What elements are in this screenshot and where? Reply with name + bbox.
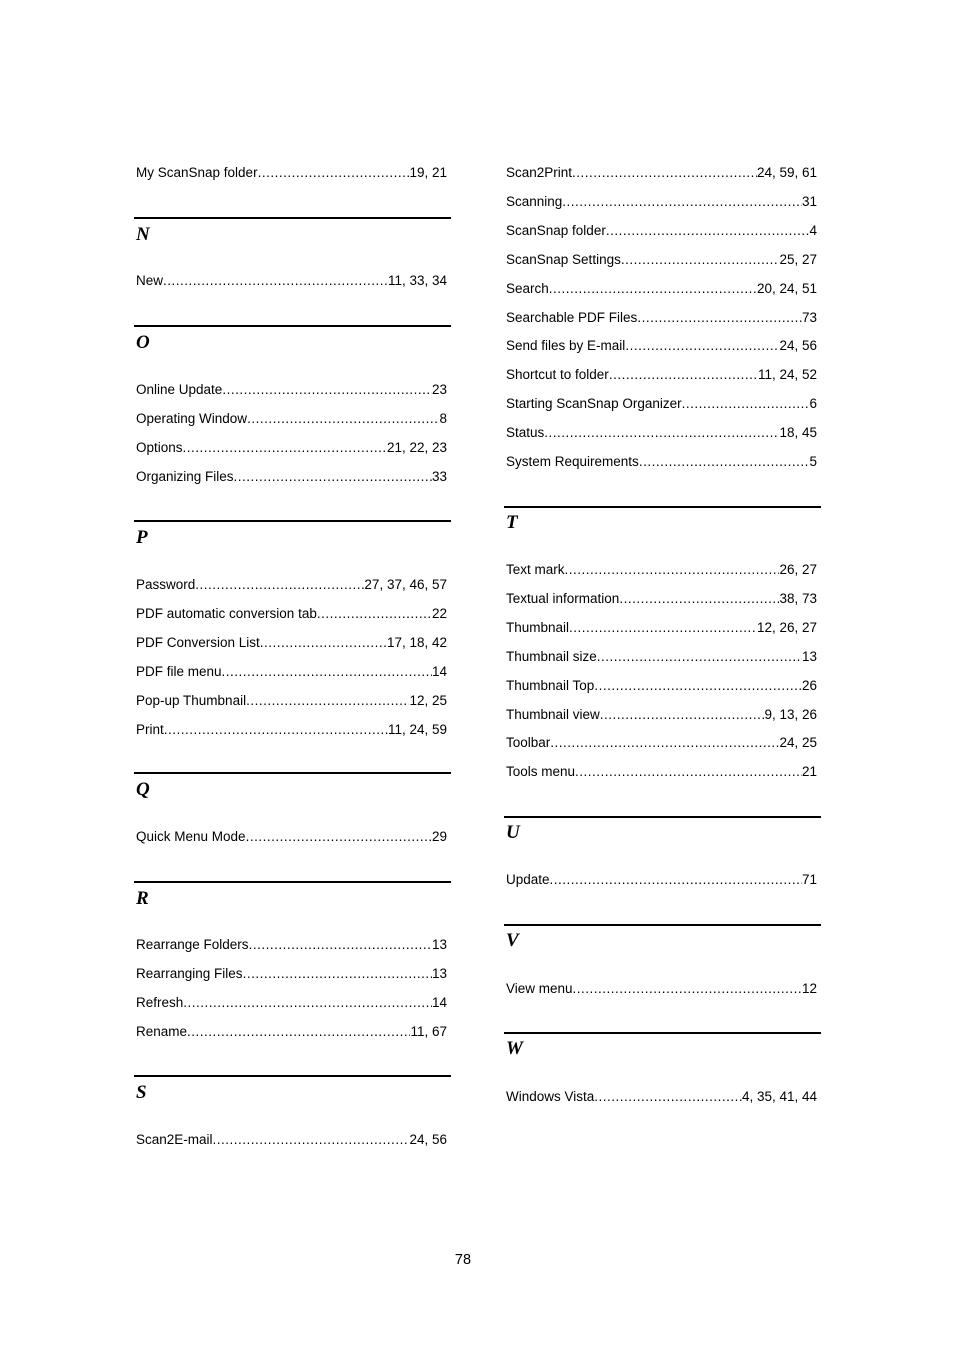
dot-leader [569, 619, 757, 637]
index-page-numbers: 8 [439, 410, 447, 426]
dot-leader [183, 439, 387, 457]
index-term: Searchable PDF Files [506, 309, 638, 325]
index-entry [136, 828, 447, 846]
index-entry [506, 871, 817, 889]
index-page-numbers: 4 [809, 222, 817, 238]
index-entry [136, 272, 447, 290]
dot-leader [575, 763, 802, 781]
index-page-numbers: 31 [801, 193, 817, 209]
index-entry [136, 721, 447, 739]
index-entry [136, 576, 447, 594]
index-term: Scanning [506, 193, 563, 209]
index-term: Toolbar [506, 735, 551, 751]
index-page-numbers: 11, 67 [410, 1023, 447, 1039]
section-letter-heading: P [136, 527, 148, 548]
index-page-numbers: 24, 56 [409, 1132, 447, 1147]
dot-leader [637, 309, 802, 327]
section-letter-heading: R [136, 888, 149, 909]
index-term: Online Update [136, 382, 223, 397]
section-divider [134, 772, 451, 774]
section-letter-heading: T [506, 512, 518, 533]
index-term: New [136, 273, 164, 288]
section-divider [134, 217, 451, 219]
section-divider [134, 1075, 451, 1077]
index-entry [136, 1131, 447, 1149]
dot-leader [549, 280, 757, 298]
index-entry [506, 561, 817, 579]
index-term: My ScanSnap folder [136, 165, 258, 180]
dot-leader [164, 721, 388, 739]
dot-leader [565, 561, 780, 579]
dot-leader [317, 605, 432, 623]
section-letter-heading: V [506, 930, 519, 951]
index-page-numbers: 13 [431, 937, 447, 952]
index-entry [136, 994, 447, 1012]
dot-leader [594, 677, 802, 695]
section-letter-heading: W [506, 1038, 523, 1059]
index-page-numbers: 33 [431, 468, 447, 484]
page-number: 78 [454, 1252, 472, 1268]
index-term: Options [136, 439, 183, 455]
index-entry [506, 453, 817, 471]
index-term: Textual information [506, 590, 620, 606]
section-divider [134, 325, 451, 327]
index-page-numbers: 23 [431, 382, 447, 397]
index-entry [136, 605, 447, 623]
dot-leader [222, 663, 432, 681]
index-page-numbers: 14 [431, 663, 447, 679]
index-term: Status [506, 425, 545, 441]
index-term: Scan2Print [506, 165, 573, 180]
dot-leader [213, 1131, 410, 1149]
section-letter-heading: N [136, 224, 150, 245]
index-entry [506, 193, 817, 211]
index-term: Search [506, 280, 549, 296]
index-page-numbers: 25, 27 [779, 251, 817, 267]
index-entry [506, 1088, 817, 1106]
section-letter-heading: Q [136, 779, 150, 800]
section-letter-heading: S [136, 1082, 147, 1103]
dot-leader [562, 193, 802, 211]
section-letter-heading: U [506, 822, 520, 843]
dot-leader [573, 980, 802, 998]
index-term: Organizing Files [136, 468, 234, 484]
index-page-numbers: 11, 24, 59 [387, 721, 447, 737]
index-term: Starting ScanSnap Organizer [506, 396, 682, 412]
dot-leader [246, 692, 409, 710]
index-page-numbers: 9, 13, 26 [764, 706, 817, 722]
index-term: Thumbnail Top [506, 677, 595, 693]
dot-leader [247, 410, 439, 428]
dot-leader [594, 1088, 742, 1106]
index-page-numbers: 22 [431, 605, 447, 621]
dot-leader [243, 965, 432, 983]
dot-leader [222, 381, 432, 399]
index-page-numbers: 24, 59, 61 [756, 165, 817, 180]
index-term: PDF automatic conversion tab [136, 605, 317, 621]
index-term: ScanSnap Settings [506, 251, 621, 267]
index-entry [506, 251, 817, 269]
index-entry [506, 164, 817, 182]
index-page-numbers: 13 [431, 965, 447, 981]
dot-leader [550, 871, 802, 889]
index-entry [136, 965, 447, 983]
dot-leader [260, 634, 387, 652]
index-term: Pop-up Thumbnail [136, 692, 247, 708]
section-letter-heading: O [136, 332, 150, 353]
index-page-numbers: 17, 18, 42 [386, 634, 447, 650]
index-entry [136, 1023, 447, 1041]
index-page-numbers: 12 [801, 981, 817, 996]
index-page-numbers: 4, 35, 41, 44 [741, 1089, 817, 1104]
index-entry [136, 164, 447, 182]
index-entry [506, 763, 817, 781]
index-term: Operating Window [136, 410, 248, 426]
dot-leader [625, 337, 779, 355]
index-entry [506, 222, 817, 240]
index-entry [136, 468, 447, 486]
index-term: Thumbnail size [506, 648, 597, 664]
index-entry [506, 424, 817, 442]
index-entry [136, 634, 447, 652]
index-page-numbers: 19, 21 [409, 165, 447, 180]
dot-leader [163, 272, 388, 290]
index-entry [506, 734, 817, 752]
index-page-numbers: 11, 24, 52 [757, 367, 817, 383]
index-page-numbers: 12, 26, 27 [756, 619, 817, 635]
dot-leader [600, 706, 765, 724]
index-page-numbers: 24, 25 [779, 735, 817, 751]
index-entry [136, 439, 447, 457]
index-entry [136, 936, 447, 954]
dot-leader [187, 1023, 410, 1041]
index-entry [506, 309, 817, 327]
index-page-numbers: 11, 33, 34 [387, 273, 447, 288]
index-term: System Requirements [506, 454, 639, 469]
index-page-numbers: 27, 37, 46, 57 [364, 577, 447, 592]
index-entry [506, 619, 817, 637]
index-term: ScanSnap folder [506, 222, 606, 238]
dot-leader [234, 468, 432, 486]
index-page-numbers: 21, 22, 23 [386, 439, 447, 455]
index-page-numbers: 26 [801, 677, 817, 693]
index-term: Tools menu [506, 764, 576, 780]
section-divider [504, 924, 821, 926]
dot-leader [639, 453, 810, 471]
index-entry [506, 648, 817, 666]
index-term: Refresh [136, 994, 184, 1010]
index-page-numbers: 26, 27 [779, 562, 817, 577]
section-divider [504, 816, 821, 818]
index-term: Update [506, 872, 550, 887]
index-entry [506, 366, 817, 384]
index-entry [506, 590, 817, 608]
dot-leader [258, 164, 410, 182]
dot-leader [249, 936, 432, 954]
index-entry [506, 706, 817, 724]
index-term: Thumbnail view [506, 706, 600, 722]
index-term: Rearranging Files [136, 965, 243, 981]
index-term: Windows Vista [506, 1089, 595, 1104]
index-page-numbers: 29 [431, 829, 447, 844]
index-term: Print [136, 721, 164, 737]
dot-leader [606, 222, 810, 240]
index-term: Thumbnail [506, 619, 570, 635]
index-entry [506, 980, 817, 998]
section-divider [504, 1032, 821, 1034]
section-divider [134, 520, 451, 522]
dot-leader [195, 576, 364, 594]
index-term: Send files by E-mail [506, 338, 626, 354]
index-term: Rename [136, 1023, 188, 1039]
index-entry [506, 677, 817, 695]
index-page-numbers: 38, 73 [779, 590, 817, 606]
index-entry [136, 410, 447, 428]
section-divider [504, 506, 821, 508]
section-divider [134, 881, 451, 883]
index-term: Rearrange Folders [136, 937, 249, 952]
index-page-numbers: 20, 24, 51 [756, 280, 817, 296]
index-entry [506, 337, 817, 355]
index-term: Password [136, 577, 196, 592]
index-term: Scan2E-mail [136, 1132, 213, 1147]
index-term: PDF Conversion List [136, 634, 260, 650]
index-page-numbers: 21 [801, 764, 817, 780]
index-entry [506, 395, 817, 413]
dot-leader [609, 366, 758, 384]
dot-leader [544, 424, 779, 442]
index-page-numbers: 73 [801, 309, 817, 325]
index-page-numbers: 13 [801, 648, 817, 664]
index-page-numbers: 6 [809, 396, 817, 412]
index-page-numbers: 18, 45 [779, 425, 817, 441]
index-entry [136, 663, 447, 681]
index-entry [136, 692, 447, 710]
index-page-numbers: 24, 56 [779, 338, 817, 354]
dot-leader [246, 828, 432, 846]
dot-leader [619, 590, 779, 608]
index-page-numbers: 5 [809, 454, 817, 469]
dot-leader [682, 395, 810, 413]
dot-leader [621, 251, 780, 269]
dot-leader [597, 648, 802, 666]
dot-leader [572, 164, 757, 182]
index-page-numbers: 14 [431, 994, 447, 1010]
index-term: Quick Menu Mode [136, 829, 246, 844]
index-term: PDF file menu [136, 663, 222, 679]
index-page-numbers: 12, 25 [409, 692, 447, 708]
dot-leader [183, 994, 432, 1012]
index-term: View menu [506, 981, 573, 996]
index-page-numbers: 71 [801, 872, 817, 887]
index-entry [506, 280, 817, 298]
index-term: Shortcut to folder [506, 367, 609, 383]
index-entry [136, 381, 447, 399]
dot-leader [550, 734, 779, 752]
index-term: Text mark [506, 562, 565, 577]
